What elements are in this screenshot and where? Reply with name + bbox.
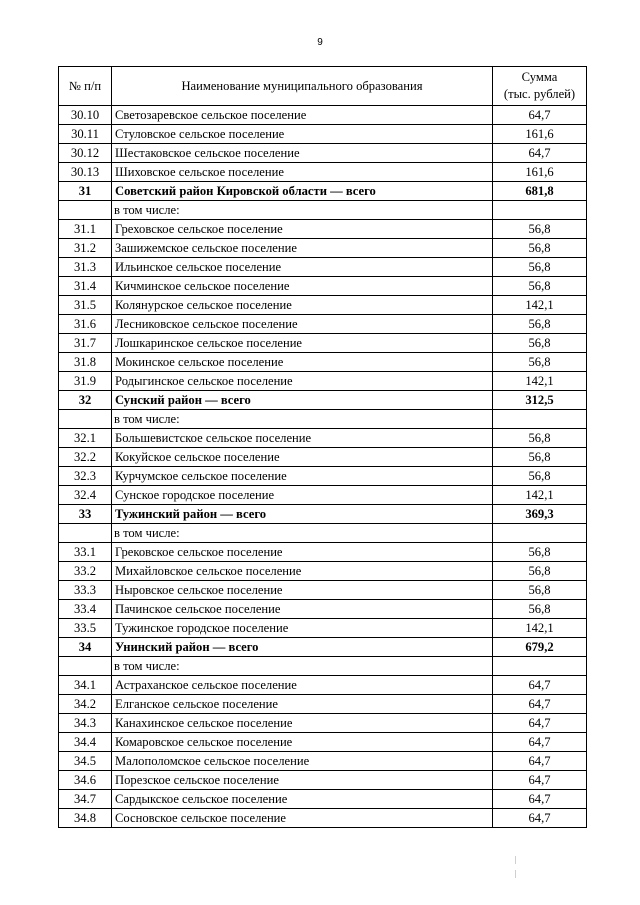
cell-name: Шестаковское сельское поселение (112, 144, 493, 163)
cell-num: 30.12 (59, 144, 112, 163)
table-row (59, 771, 587, 790)
scan-mark (515, 870, 516, 878)
cell-num: 31.5 (59, 296, 112, 315)
cell-name: в том числе: (112, 657, 493, 676)
cell-num: 31.4 (59, 277, 112, 296)
cell-sum (493, 524, 587, 543)
cell-sum: 64,7 (493, 714, 587, 733)
cell-name: Стуловское сельское поселение (112, 125, 493, 144)
cell-num: 31.7 (59, 334, 112, 353)
cell-sum: 681,8 (493, 182, 587, 201)
cell-name: Шиховское сельское поселение (112, 163, 493, 182)
table-row (59, 277, 587, 296)
cell-name: Большевистское сельское поселение (112, 429, 493, 448)
column-header-sum-line2: (тыс. рублей) (503, 87, 576, 101)
table-row (59, 752, 587, 771)
cell-sum: 312,5 (493, 391, 587, 410)
cell-name: Сунское городское поселение (112, 486, 493, 505)
cell-name: Лошкаринское сельское поселение (112, 334, 493, 353)
cell-sum: 56,8 (493, 562, 587, 581)
cell-name: Сунский район — всего (112, 391, 493, 410)
cell-sum: 56,8 (493, 239, 587, 258)
cell-num: 34.1 (59, 676, 112, 695)
table-row (59, 695, 587, 714)
column-header-name: Наименование муниципального образования (112, 67, 493, 106)
cell-sum: 64,7 (493, 106, 587, 125)
table-row (59, 296, 587, 315)
cell-num: 32.3 (59, 467, 112, 486)
cell-sum: 142,1 (493, 486, 587, 505)
table-row (59, 125, 587, 144)
cell-num (59, 201, 112, 220)
cell-num: 33 (59, 505, 112, 524)
cell-num: 34.2 (59, 695, 112, 714)
table-row (59, 733, 587, 752)
cell-sum: 64,7 (493, 695, 587, 714)
column-header-sum (493, 67, 587, 106)
cell-sum: 142,1 (493, 619, 587, 638)
cell-name: Светозаревское сельское поселение (112, 106, 493, 125)
cell-sum: 64,7 (493, 676, 587, 695)
cell-name: Порезское сельское поселение (112, 771, 493, 790)
cell-name: Тужинское городское поселение (112, 619, 493, 638)
cell-num: 32.4 (59, 486, 112, 505)
cell-num: 32.2 (59, 448, 112, 467)
cell-sum: 679,2 (493, 638, 587, 657)
cell-num: 34.7 (59, 790, 112, 809)
cell-sum: 56,8 (493, 334, 587, 353)
cell-sum: 369,3 (493, 505, 587, 524)
cell-name: Комаровское сельское поселение (112, 733, 493, 752)
table-row (59, 163, 587, 182)
cell-name: Мокинское сельское поселение (112, 353, 493, 372)
cell-name: Кичминское сельское поселение (112, 277, 493, 296)
table-row (59, 809, 587, 828)
cell-sum: 161,6 (493, 163, 587, 182)
cell-name: Сосновское сельское поселение (112, 809, 493, 828)
cell-sum: 56,8 (493, 315, 587, 334)
cell-name: Зашижемское сельское поселение (112, 239, 493, 258)
cell-name: Пачинское сельское поселение (112, 600, 493, 619)
cell-name: Колянурское сельское поселение (112, 296, 493, 315)
cell-sum: 142,1 (493, 296, 587, 315)
cell-sum: 64,7 (493, 144, 587, 163)
cell-num: 33.3 (59, 581, 112, 600)
cell-sum (493, 657, 587, 676)
table-row (59, 581, 587, 600)
cell-sum: 56,8 (493, 277, 587, 296)
table-header-row (59, 67, 587, 106)
cell-sum: 64,7 (493, 752, 587, 771)
cell-num: 33.5 (59, 619, 112, 638)
table-row (59, 258, 587, 277)
cell-num: 34.6 (59, 771, 112, 790)
cell-name: в том числе: (112, 410, 493, 429)
table-row (59, 353, 587, 372)
cell-sum: 56,8 (493, 581, 587, 600)
table-row (59, 790, 587, 809)
table-row (59, 714, 587, 733)
table-row (59, 372, 587, 391)
cell-num: 34.4 (59, 733, 112, 752)
cell-num: 31.8 (59, 353, 112, 372)
table-row (59, 239, 587, 258)
cell-num: 31.6 (59, 315, 112, 334)
cell-num: 32.1 (59, 429, 112, 448)
column-header-num: № п/п (59, 67, 112, 106)
cell-name: Сардыкское сельское поселение (112, 790, 493, 809)
table-row (59, 220, 587, 239)
cell-name: Грековское сельское поселение (112, 543, 493, 562)
table-row (59, 106, 587, 125)
table-row (59, 562, 587, 581)
cell-num: 33.2 (59, 562, 112, 581)
cell-name: Ныровское сельское поселение (112, 581, 493, 600)
cell-sum: 56,8 (493, 258, 587, 277)
cell-num: 31.3 (59, 258, 112, 277)
cell-num: 31.2 (59, 239, 112, 258)
table-row (59, 486, 587, 505)
cell-sum: 161,6 (493, 125, 587, 144)
cell-name: Кокуйское сельское поселение (112, 448, 493, 467)
cell-num: 31 (59, 182, 112, 201)
allocation-table (58, 66, 587, 828)
cell-name: Астраханское сельское поселение (112, 676, 493, 695)
table-row (59, 315, 587, 334)
cell-sum: 56,8 (493, 600, 587, 619)
table-row-subheading (59, 201, 587, 220)
cell-name: Елганское сельское поселение (112, 695, 493, 714)
cell-name: Греховское сельское поселение (112, 220, 493, 239)
cell-num (59, 410, 112, 429)
cell-sum (493, 201, 587, 220)
table-row-total (59, 505, 587, 524)
cell-sum: 56,8 (493, 353, 587, 372)
table-row-subheading (59, 657, 587, 676)
cell-num: 30.10 (59, 106, 112, 125)
cell-name: в том числе: (112, 201, 493, 220)
cell-num: 34 (59, 638, 112, 657)
table-row-total (59, 638, 587, 657)
cell-num: 33.4 (59, 600, 112, 619)
cell-name: в том числе: (112, 524, 493, 543)
cell-sum: 64,7 (493, 733, 587, 752)
table-body (59, 106, 587, 828)
cell-num: 30.13 (59, 163, 112, 182)
cell-num: 33.1 (59, 543, 112, 562)
cell-sum: 56,8 (493, 429, 587, 448)
cell-sum: 64,7 (493, 809, 587, 828)
table-row (59, 543, 587, 562)
cell-num: 31.9 (59, 372, 112, 391)
cell-name: Михайловское сельское поселение (112, 562, 493, 581)
scan-mark (515, 856, 516, 864)
table-row (59, 144, 587, 163)
table-row (59, 467, 587, 486)
cell-name: Ильинское сельское поселение (112, 258, 493, 277)
table-row (59, 676, 587, 695)
cell-sum: 56,8 (493, 467, 587, 486)
page-number: 9 (317, 37, 323, 48)
cell-num: 34.5 (59, 752, 112, 771)
cell-name: Тужинский район — всего (112, 505, 493, 524)
cell-name: Родыгинское сельское поселение (112, 372, 493, 391)
table-row-total (59, 182, 587, 201)
cell-sum: 142,1 (493, 372, 587, 391)
cell-sum: 64,7 (493, 771, 587, 790)
cell-sum: 56,8 (493, 448, 587, 467)
table-row-subheading (59, 410, 587, 429)
cell-sum (493, 410, 587, 429)
cell-num (59, 657, 112, 676)
table-row (59, 600, 587, 619)
cell-name: Советский район Кировской области — всего (112, 182, 493, 201)
table-row (59, 429, 587, 448)
table-row (59, 448, 587, 467)
cell-num (59, 524, 112, 543)
cell-num: 34.3 (59, 714, 112, 733)
cell-sum: 56,8 (493, 543, 587, 562)
cell-num: 30.11 (59, 125, 112, 144)
table-row-total (59, 391, 587, 410)
cell-num: 31.1 (59, 220, 112, 239)
table-row-subheading (59, 524, 587, 543)
cell-name: Лесниковское сельское поселение (112, 315, 493, 334)
cell-num: 34.8 (59, 809, 112, 828)
cell-num: 32 (59, 391, 112, 410)
cell-name: Малополомское сельское поселение (112, 752, 493, 771)
cell-sum: 56,8 (493, 220, 587, 239)
table-row (59, 334, 587, 353)
cell-name: Унинский район — всего (112, 638, 493, 657)
cell-name: Канахинское сельское поселение (112, 714, 493, 733)
table-row (59, 619, 587, 638)
column-header-sum-line1: Сумма (521, 70, 558, 84)
cell-name: Курчумское сельское поселение (112, 467, 493, 486)
cell-sum: 64,7 (493, 790, 587, 809)
